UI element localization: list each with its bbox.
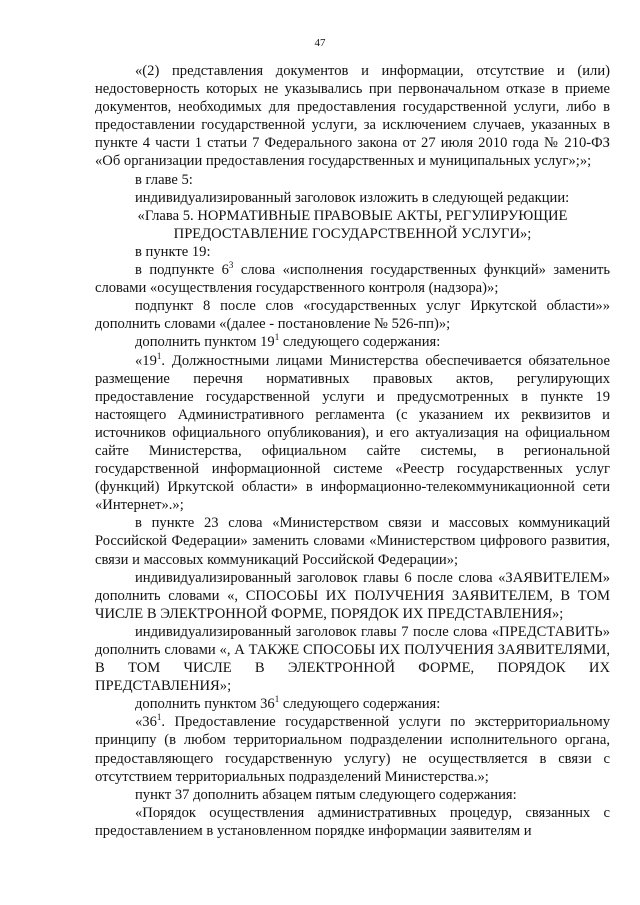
paragraph-subpoint-6-3 (95, 261, 610, 297)
superscript: 1 (274, 694, 280, 705)
text-run: дополнить пунктом 36 (135, 696, 275, 713)
paragraph-point-23: в пункте 23 слова «Министерством связи и массовых коммуникаций Российской Федерации» заменить словами «Министерством цифрового развития, связи и массовых коммуникаций Российской Федерации»; (95, 515, 610, 568)
text-run: «19 (135, 352, 157, 369)
paragraph-chapter-7-heading: индивидуализированный заголовок главы 7 после слова «ПРЕДСТАВИТЬ» дополнить словами «, А ТАКЖЕ СПОСОБЫ ИХ ПОЛУЧЕНИЯ ЗАЯВИТЕЛЯМИ, В ТОМ ЧИСЛЕ В ЭЛЕКТРОННОЙ ФОРМЕ, ПОРЯДОК ИХ ПРЕДСТАВЛЕНИЯ»; (95, 623, 610, 695)
paragraph-19-1-text (95, 352, 610, 515)
paragraph-heading-instruction: индивидуализированный заголовок изложить в следующей редакции: (135, 189, 570, 206)
paragraph-36-1-text (95, 713, 610, 785)
superscript: 3 (228, 260, 234, 271)
text-run: «36 (135, 714, 157, 731)
text-run: слова «исполнения государственных функций» заменить словами «осуществления государственного контроля (надзора)»; (95, 262, 610, 297)
page-number: 47 (314, 37, 326, 49)
paragraph-procedure: «Порядок осуществления административных процедур, связанных с предоставлением в установленном порядке информации заявителям и (95, 804, 610, 839)
paragraph-point-37: пункт 37 дополнить абзацем пятым следующего содержания: (135, 786, 517, 803)
superscript: 1 (274, 332, 280, 343)
text-run: в подпункте 6 (135, 262, 229, 279)
document-body (95, 62, 610, 840)
text-run: дополнить пунктом 19 (135, 334, 275, 351)
paragraph-chapter-5: в главе 5: (135, 171, 193, 188)
paragraph-1: «(2) представления документов и информации, отсутствие и (или) недостоверность которых не указывались при первоначальном отказе в приеме документов, необходимых для предоставления государственной услуги, либо в предоставлении государственной услуги, за исключением случаев, указанных в пункте 4 части 1 статьи 7 Федерального закона от 27 июля 2010 года № 210-ФЗ «Об организации предоставления государственных и муниципальных услуг»;»; (95, 63, 610, 170)
superscript: 1 (156, 350, 162, 361)
paragraph-subpoint-8: подпункт 8 после слов «государственных услуг Иркутской области»» дополнить словами «(далее - постановление № 526-пп)»; (95, 298, 610, 333)
text-run: следующего содержания: (279, 334, 441, 351)
superscript: 1 (156, 712, 162, 723)
paragraph-point-19: в пункте 19: (135, 243, 211, 260)
paragraph-add-19-1 (95, 333, 610, 351)
text-run: следующего содержания: (279, 696, 441, 713)
chapter-5-heading: «Глава 5. НОРМАТИВНЫЕ ПРАВОВЫЕ АКТЫ, РЕГУЛИРУЮЩИЕ ПРЕДОСТАВЛЕНИЕ ГОСУДАРСТВЕННОЙ УСЛУГИ»; (137, 207, 568, 242)
text-run: . Должностными лицами Министерства обеспечивается обязательное размещение перечня нормативных правовых актов, регулирующих предоставление государственной услуги и предусмотренных в пункте 19 настоящего Административного регламента (с указанием их реквизитов и источников официального опубликования), и его актуализация на официальном сайте Министерства, официальном сайте системы, в региональной государственной информационной системе «Реестр государственных услуг (функций) Иркутской области» в информационно-телекоммуникационной сети «Интернет».»; (95, 352, 610, 514)
text-run: . Предоставление государственной услуги по экстерриториальному принципу (в любом территориальном подразделении исполнительного органа, предоставляющего государственную услугу) не осуществляется в связи с отсутствием территориальных подразделений Министерства.»; (95, 714, 610, 785)
paragraph-add-36-1 (95, 695, 610, 713)
paragraph-chapter-6-heading: индивидуализированный заголовок главы 6 после слова «ЗАЯВИТЕЛЕМ» дополнить словами «, СПОСОБЫ ИХ ПОЛУЧЕНИЯ ЗАЯВИТЕЛЕМ, В ТОМ ЧИСЛЕ В ЭЛЕКТРОННОЙ ФОРМЕ, ПОРЯДОК ИХ ПРЕДСТАВЛЕНИЯ»; (95, 569, 610, 622)
